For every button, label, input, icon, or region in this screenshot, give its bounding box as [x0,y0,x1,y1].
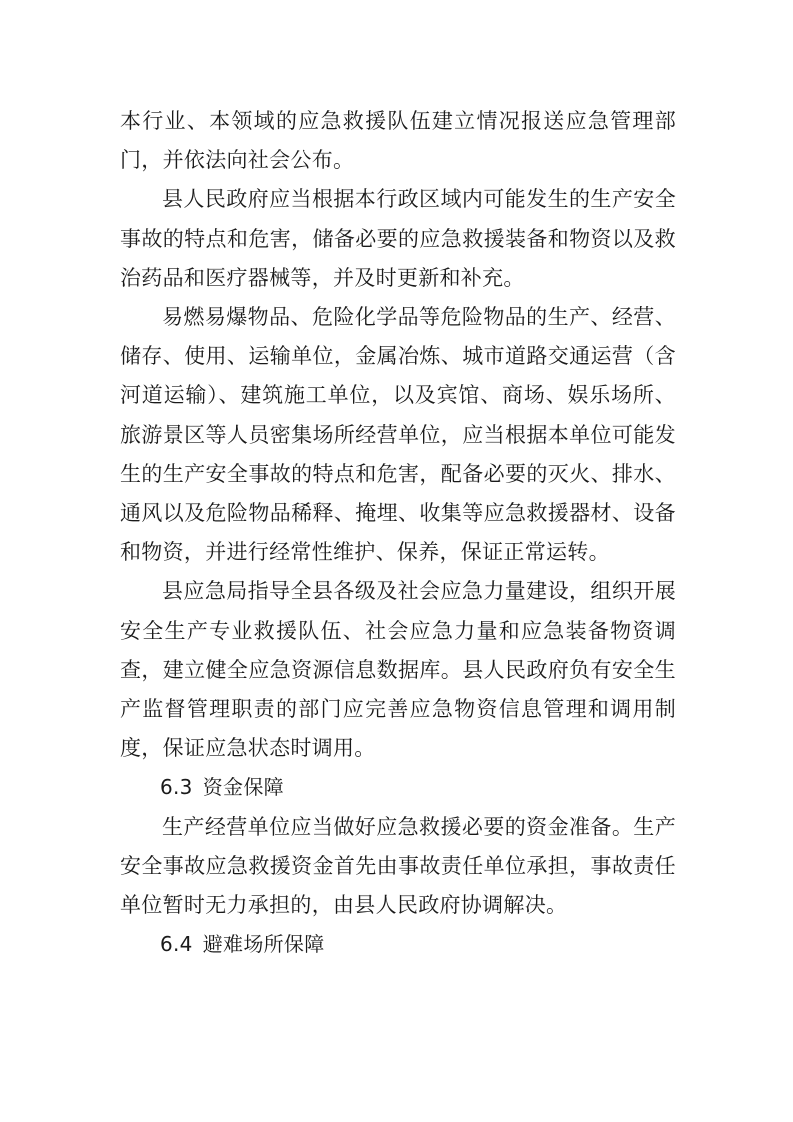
paragraph-hazardous-units: 易燃易爆物品、危险化学品等危险物品的生产、经营、储存、使用、运输单位，金属冶炼、城市道路交通运营（含河道运输）、建筑施工单位，以及宾馆、商场、娱乐场所、旅游景区等人员密集场所经营单位，应当根据本单位可能发生的生产安全事故的特点和危害，配备必要的灭火、排水、通风以及危险物品稀释、掩埋、收集等应急救援器材、设备和物资，并进行经常性维护、保养，保证正常运转。 [120,305,676,565]
section-title: 避难场所保障 [202,932,325,957]
section-heading-6-4 [120,925,676,964]
section-number: 6.4 [160,932,193,957]
paragraph-funding: 生产经营单位应当做好应急救援必要的资金准备。生产安全事故应急救援资金首先由事故责任单位承担，事故责任单位暂时无力承担的，由县人民政府协调解决。 [120,814,676,918]
section-heading-6-3 [120,768,676,807]
section-number: 6.3 [160,775,193,800]
paragraph-emergency-bureau: 县应急局指导全县各级及社会应急力量建设，组织开展安全生产专业救援队伍、社会应急力量和应急装备物资调查，建立健全应急资源信息数据库。县人民政府负有安全生产监督管理职责的部门应完善应急物资信息管理和调用制度，保证应急状态时调用。 [120,579,676,761]
document-body [120,102,676,964]
section-title: 资金保障 [202,775,284,800]
paragraph-county-reserves: 县人民政府应当根据本行政区域内可能发生的生产安全事故的特点和危害，储备必要的应急救援装备和物资以及救治药品和医疗器械等，并及时更新和补充。 [120,187,676,290]
paragraph-continuation: 本行业、本领域的应急救援队伍建立情况报送应急管理部门，并依法向社会公布。 [120,109,676,173]
